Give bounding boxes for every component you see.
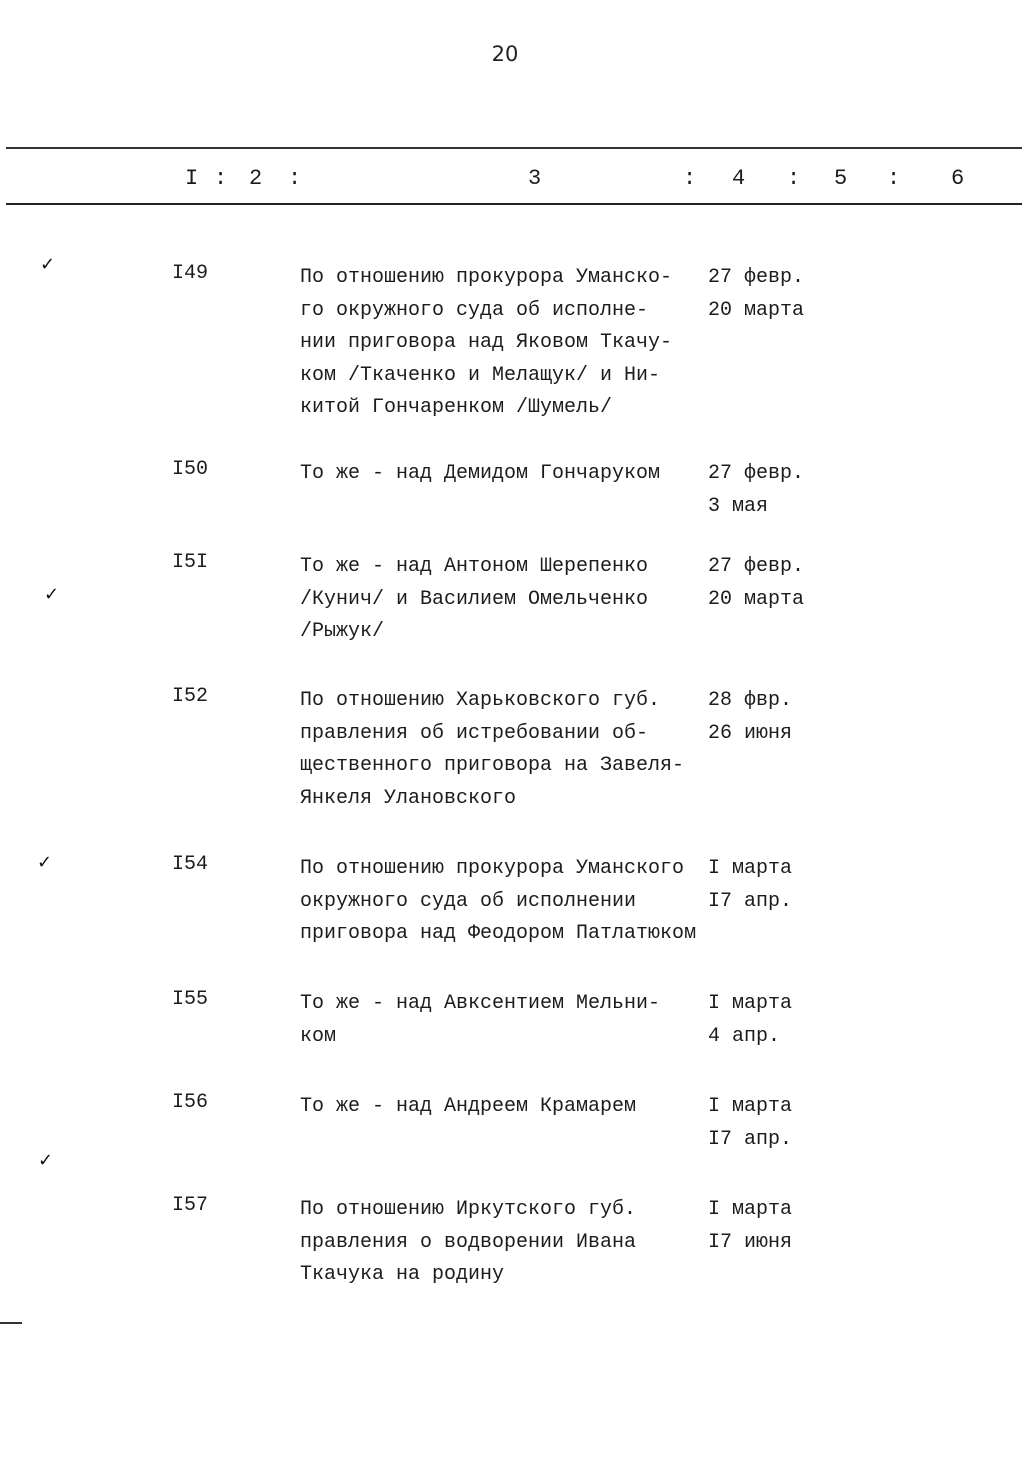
page-number: 20 (491, 42, 519, 66)
date-end: I7 апр. (708, 889, 793, 913)
description-line: То же - над Андреем Крамарем (300, 1095, 637, 1118)
date-start: 28 фвр. (708, 689, 793, 712)
description-line: окружного суда об исполнении (300, 889, 637, 913)
row-description (300, 1091, 710, 1124)
row-number: I57 (172, 1194, 209, 1217)
table-top-rule (6, 147, 1022, 149)
row-number: I56 (172, 1091, 209, 1114)
description-line: Янкеля Улановского (300, 786, 517, 810)
description-line: правления об истребовании об- (300, 721, 649, 745)
row-number: I54 (172, 853, 209, 876)
description-line: приговора над Феодором Патлатюком (300, 922, 697, 946)
row-description (300, 458, 710, 491)
header-col-6: 6 (951, 166, 965, 191)
row-description (300, 685, 710, 815)
row-description (300, 262, 710, 425)
row-dates (708, 262, 828, 327)
date-start: I марта (708, 992, 793, 1015)
check-mark-icon: ✓ (37, 852, 53, 873)
row-description (300, 1194, 710, 1292)
table-header (0, 166, 1024, 196)
header-col-2: 2 (249, 166, 263, 191)
description-line: /Рыжук/ (300, 620, 385, 644)
header-col-1: I (185, 166, 199, 191)
header-sep-5: : (887, 166, 901, 191)
row-dates (708, 1194, 828, 1259)
header-col-3: 3 (528, 166, 542, 191)
description-line: /Кунич/ и Василием Омельченко (300, 587, 649, 611)
row-number: I49 (172, 262, 209, 285)
description-line: щественного приговора на Завеля- (300, 754, 685, 778)
description-line: Ткачука на родину (300, 1263, 505, 1287)
check-mark-icon: ✓ (44, 584, 60, 605)
row-dates (708, 458, 828, 523)
date-start: I марта (708, 857, 793, 880)
header-sep-4: : (787, 166, 801, 191)
description-line: китой Гончаренком /Шумель/ (300, 396, 613, 420)
row-description (300, 853, 710, 951)
row-number: I50 (172, 458, 209, 481)
row-number: I5I (172, 551, 209, 574)
description-line: По отношению Иркутского губ. (300, 1198, 637, 1221)
table-header-rule (6, 203, 1022, 205)
row-number: I52 (172, 685, 209, 708)
row-dates (708, 551, 828, 616)
description-line: нии приговора над Яковом Ткачу- (300, 331, 673, 355)
date-end: 4 апр. (708, 1024, 781, 1048)
row-dates (708, 853, 828, 918)
description-line: ком (300, 1024, 337, 1048)
header-col-5: 5 (834, 166, 848, 191)
row-description (300, 988, 710, 1053)
header-sep-2: : (288, 166, 302, 191)
header-sep-3: : (683, 166, 697, 191)
description-line: То же - над Авксентием Мельни- (300, 992, 661, 1015)
row-dates (708, 988, 828, 1053)
date-end: 20 марта (708, 587, 805, 611)
date-start: 27 февр. (708, 462, 805, 485)
description-line: То же - над Антоном Шерепенко (300, 555, 649, 578)
description-line: го окружного суда об исполне- (300, 298, 649, 322)
date-end: I7 июня (708, 1230, 793, 1254)
date-start: 27 февр. (708, 266, 805, 289)
check-mark-icon: ✓ (38, 1150, 54, 1171)
description-line: То же - над Демидом Гончаруком (300, 462, 661, 485)
date-start: I марта (708, 1198, 793, 1221)
header-sep-1: : (214, 166, 228, 191)
date-start: 27 февр. (708, 555, 805, 578)
row-number: I55 (172, 988, 209, 1011)
description-line: ком /Ткаченко и Мелащук/ и Ни- (300, 363, 661, 387)
check-mark-icon: ✓ (40, 254, 56, 275)
date-end: I7 апр. (708, 1127, 793, 1151)
date-end: 20 марта (708, 298, 805, 322)
row-dates (708, 1091, 828, 1156)
description-line: По отношению прокурора Уманского (300, 857, 685, 880)
description-line: правления о водворении Ивана (300, 1230, 637, 1254)
date-start: I марта (708, 1095, 793, 1118)
row-description (300, 551, 710, 649)
margin-dash (0, 1322, 22, 1324)
row-dates (708, 685, 828, 750)
description-line: По отношению прокурора Уманско- (300, 266, 673, 289)
date-end: 26 июня (708, 721, 793, 745)
date-end: 3 мая (708, 494, 769, 518)
description-line: По отношению Харьковского губ. (300, 689, 661, 712)
header-col-4: 4 (732, 166, 746, 191)
